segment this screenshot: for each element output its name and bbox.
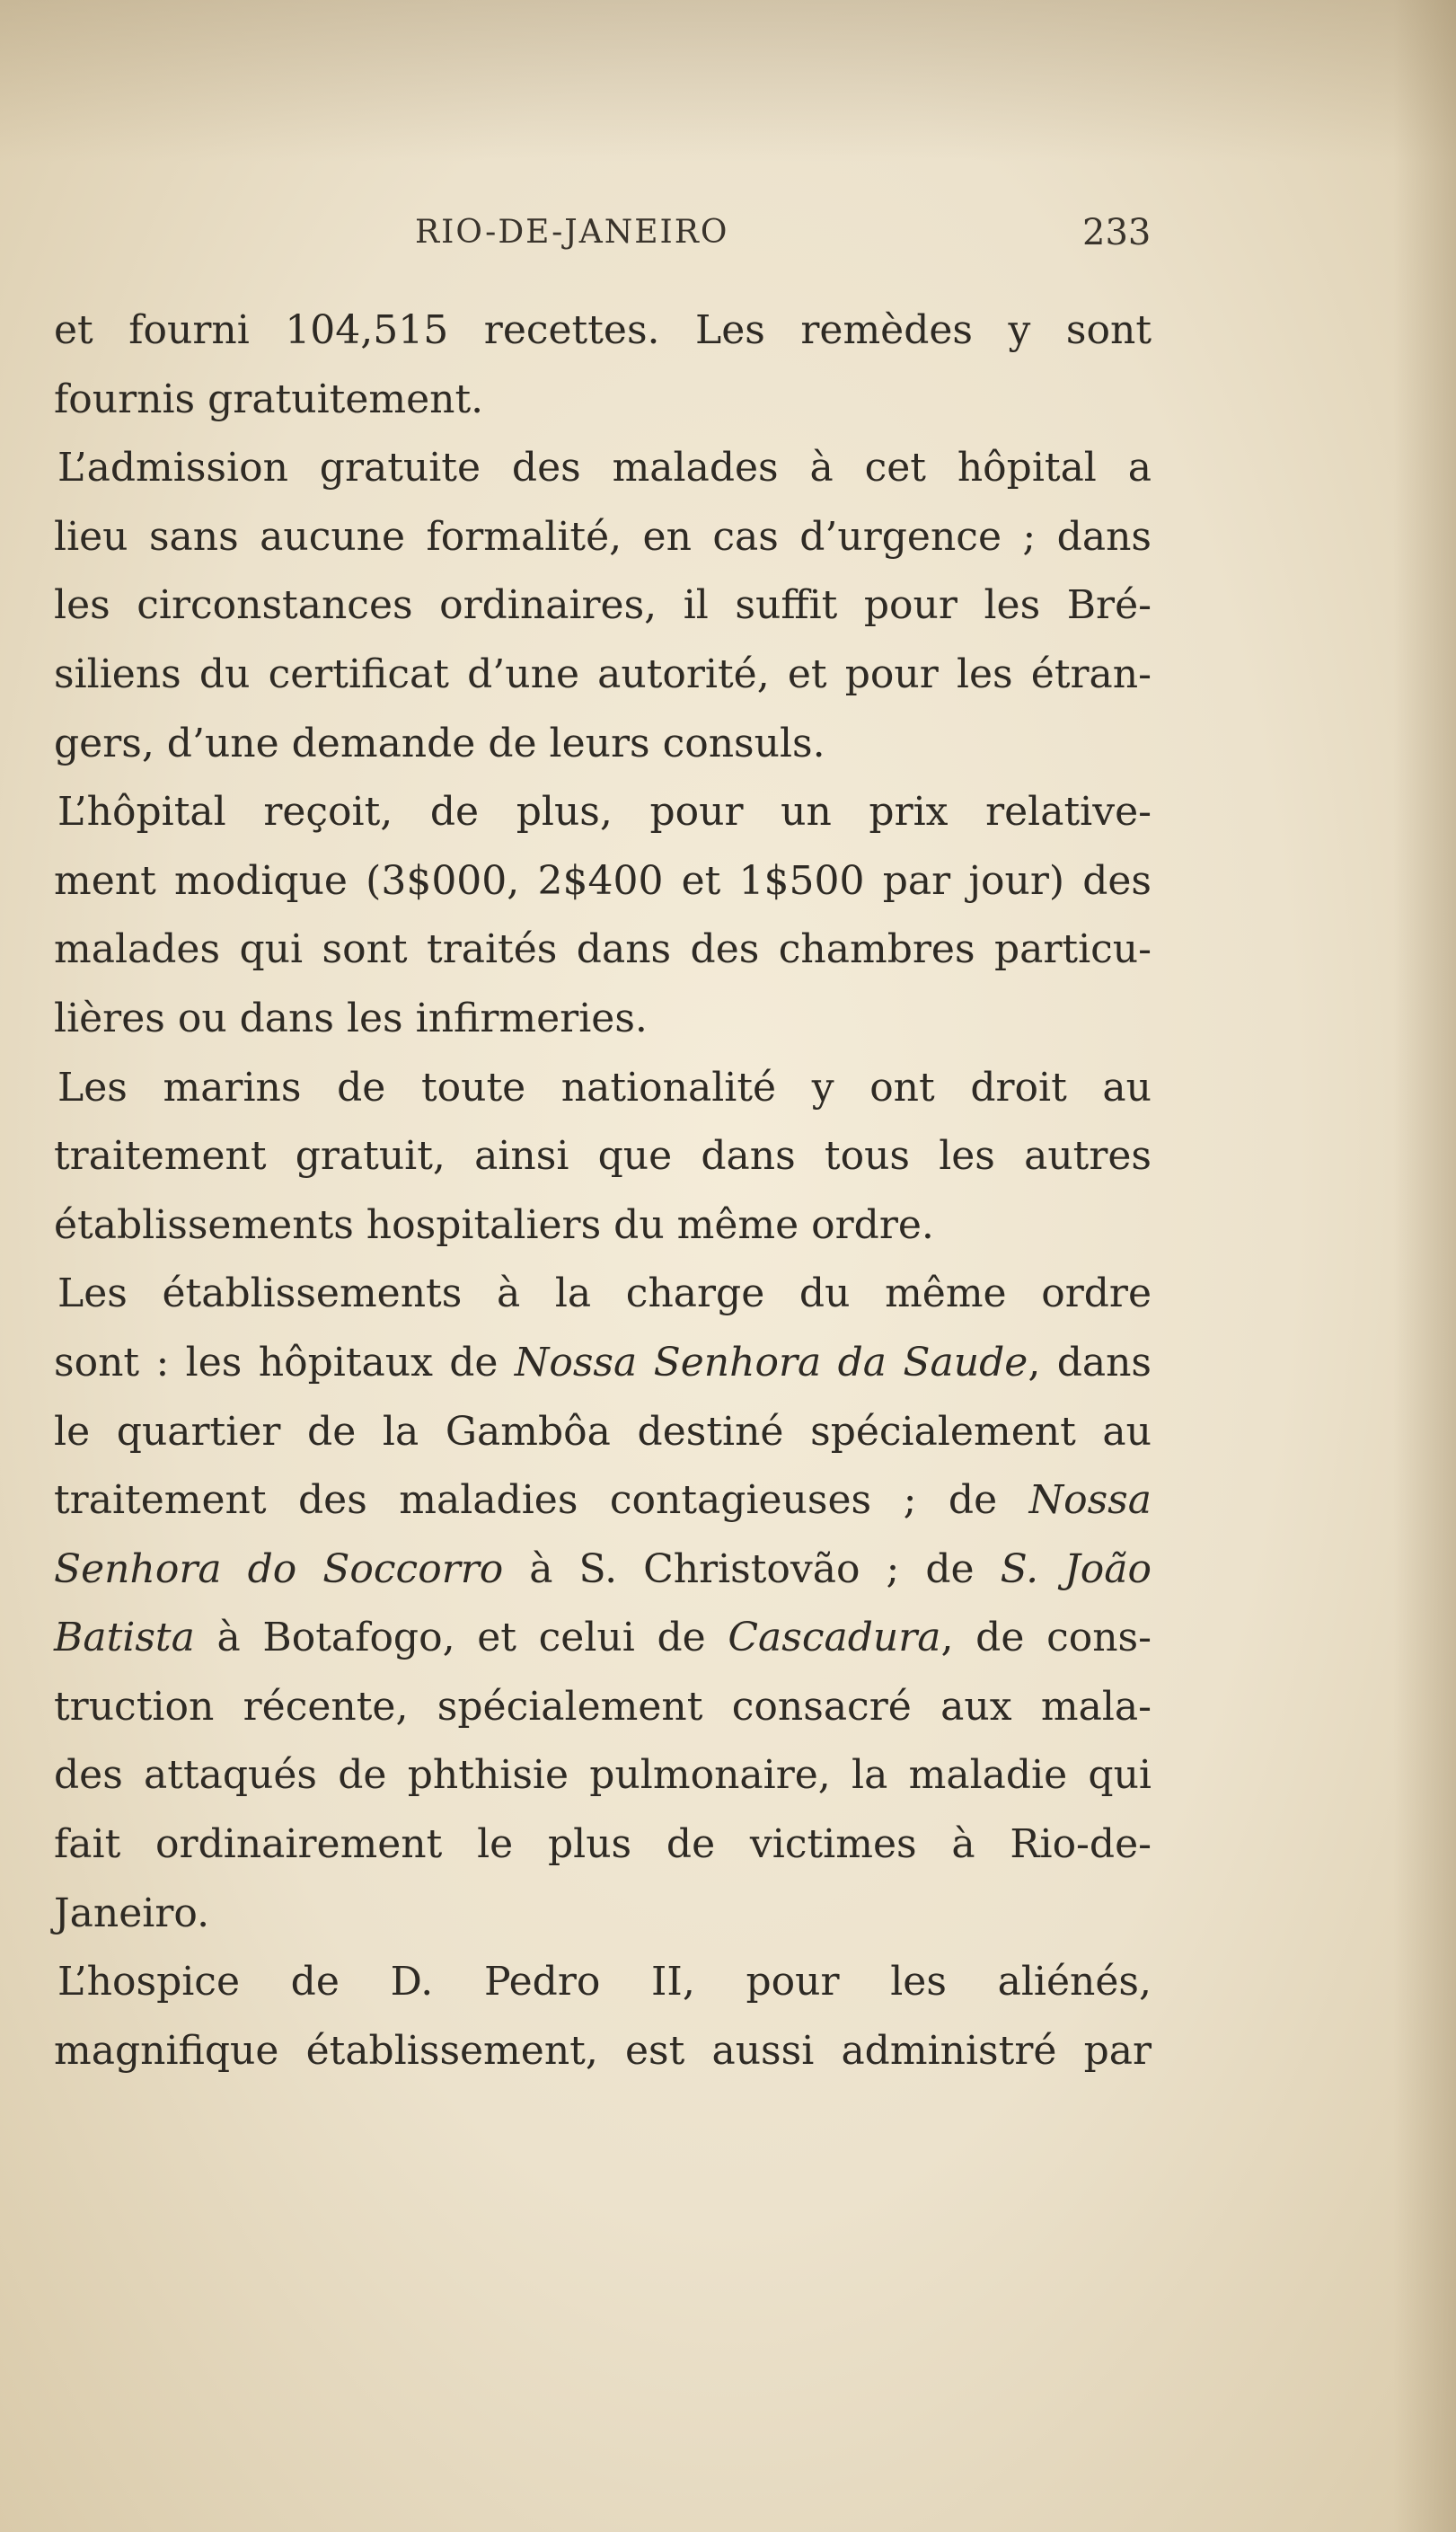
text-line-18: traitement des maladies contagieuses ; de Nossa	[54, 1477, 1152, 1524]
text-line-12: Les marins de toute nationalité y ont droit au	[57, 1064, 1152, 1111]
text-line-1: et fourni 104,515 recettes. Les remèdes y sont	[54, 307, 1152, 353]
text-line-26: magnifique établissement, est aussi administré par	[54, 2027, 1152, 2074]
text-line-3: L’admission gratuite des malades à cet hôpital a	[57, 445, 1152, 491]
text-line-14: établissements hospitaliers du même ordre.	[54, 1201, 934, 1248]
text-line-11: lières ou dans les infirmeries.	[54, 995, 648, 1041]
text-line-15: Les établissements à la charge du même ordre	[57, 1270, 1152, 1317]
text-line-2: fournis gratuitement.	[54, 376, 484, 422]
text-line-10: malades qui sont traités dans des chambres particu-	[54, 926, 1152, 973]
text-line-20: Batista à Botafogo, et celui de Cascadura, de cons-	[54, 1615, 1152, 1661]
text-line-4: lieu sans aucune formalité, en cas d’urgence ; dans	[54, 513, 1152, 560]
text-line-21: truction récente, spécialement consacré aux mala-	[54, 1683, 1152, 1730]
text-line-25: L’hospice de D. Pedro II, pour les aliénés,	[57, 1959, 1152, 2005]
text-line-24: Janeiro.	[54, 1890, 210, 1936]
text-line-17: le quartier de la Gambôa destiné spécialement au	[54, 1408, 1152, 1455]
text-line-7: gers, d’une demande de leurs consuls.	[54, 720, 825, 766]
body-text	[54, 297, 1152, 2085]
page-number: 233	[1082, 212, 1152, 253]
text-line-23: fait ordinairement le plus de victimes à Rio-de-	[54, 1821, 1152, 1868]
running-title: RIO-DE-JANEIRO	[415, 214, 729, 251]
text-line-19: Senhora do Soccorro à S. Christovão ; de S. João	[54, 1545, 1152, 1592]
text-line-8: L’hôpital reçoit, de plus, pour un prix relative-	[57, 789, 1152, 836]
text-line-6: siliens du certificat d’une autorité, et pour les étran-	[54, 651, 1152, 697]
text-line-9: ment modique (3$000, 2$400 et 1$500 par jour) des	[54, 857, 1152, 904]
text-line-13: traitement gratuit, ainsi que dans tous les autres	[54, 1133, 1152, 1180]
text-line-5: les circonstances ordinaires, il suffit pour les Bré-	[54, 582, 1152, 629]
running-head	[0, 205, 1456, 268]
text-line-16: sont : les hôpitaux de Nossa Senhora da Saude, dans	[54, 1339, 1152, 1386]
text-line-22: des attaqués de phthisie pulmonaire, la maladie qui	[54, 1752, 1152, 1799]
